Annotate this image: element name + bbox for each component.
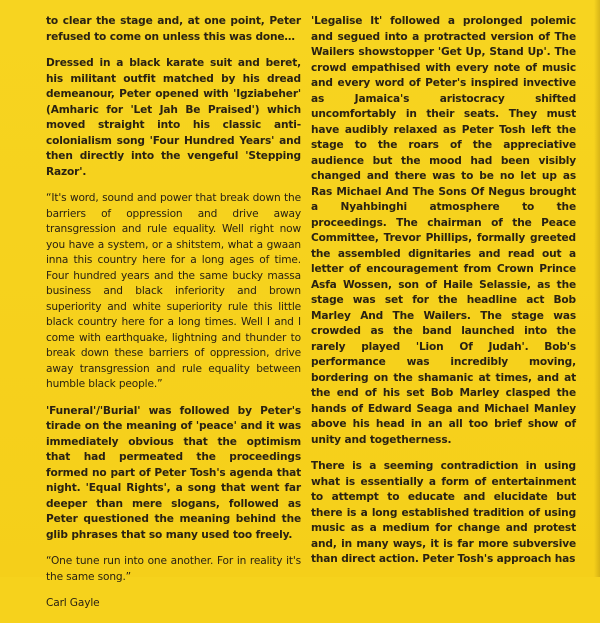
left-paragraph-1: to clear the stage and, at one point, Peter refused to come on unless this was done… [46, 15, 301, 43]
page-edge-shadow [594, 0, 600, 577]
right-paragraph-1: 'Legalise It' followed a prolonged polemic and segued into a protracted version of The Wailers showstopper 'Get Up, Stand Up'. The crowd empathised with every note of music and every word of Peter's inspired invective as Jamaica's aristocracy shifted uncomfortably in their seats. They must have audibly relaxed as Peter Tosh left the stage to the roars of the appreciative audience but the mood had been visibly changed and there was to be no let up as Ras Michael And The Sons Of Negus brought a Nyahbinghi atmosphere to the proceedings. The chairman of the Peace Committee, Trevor Phillips, formally greeted the assembled dignitaries and read out a letter of encouragement from Crown Prince Asfa Wossen, son of Haile Selassie, as the stage was set for the headline act Bob Marley And The Wailers. The stage was crowded as the band launched into the rarely played 'Lion Of Judah'. Bob's performance was incredibly moving, bordering on the shamanic at times, and at the end of his set Bob Marley clasped the hands of Edward Seaga and Michael Manley above his head in an all too brief show of unity and togetherness. [311, 15, 576, 446]
left-paragraph-3: 'Funeral'/'Burial' was followed by Peter's tirade on the meaning of 'peace' and it was immediately obvious that the optimism that had permeated the proceedings formed no part of Peter Tosh's agenda that night. 'Equal Rights', a song that went far deeper than mere slogans, followed as Peter questioned the meaning behind the glib phrases that so many used too freely. [46, 404, 301, 541]
author-signature: Carl Gayle [46, 597, 100, 609]
right-paragraph-2: There is a seeming contradiction in using what is essentially a form of entertainment to attempt to educate and elucidate but there is a long established tradition of using music as a medium for change and protest and, in many ways, it is far more subversive than direct action. Peter Tosh's approach has [311, 460, 576, 565]
tosh-quote: “It's word, sound and power that break down the barriers of oppression and drive away transgression and rule equality. Well right now you have a system, or a shitstem, what a gwaan inna this country here for a long ages of time. Four hundred years and the same bucky massa business and black inferiority and brown superiority and white superiority rule this little black country here for a long times. Well I and I come with earthquake, lightning and thunder to break down these barriers of oppression, drive away transgression and rule equality between humble black people.” [46, 192, 301, 390]
left-column [46, 14, 301, 623]
right-column [311, 14, 576, 579]
closing-quote: “One tune run into one another. For in reality it's the same song.” [46, 555, 301, 583]
left-paragraph-2: Dressed in a black karate suit and beret, his militant outfit matched by his dread demeanour, Peter opened with 'Igziabeher' (Amharic for 'Let Jah Be Praised') which moved straight into his classic anti-colonialism song 'Four Hundred Years' and then directly into the vengeful 'Stepping Razor'. [46, 57, 301, 178]
